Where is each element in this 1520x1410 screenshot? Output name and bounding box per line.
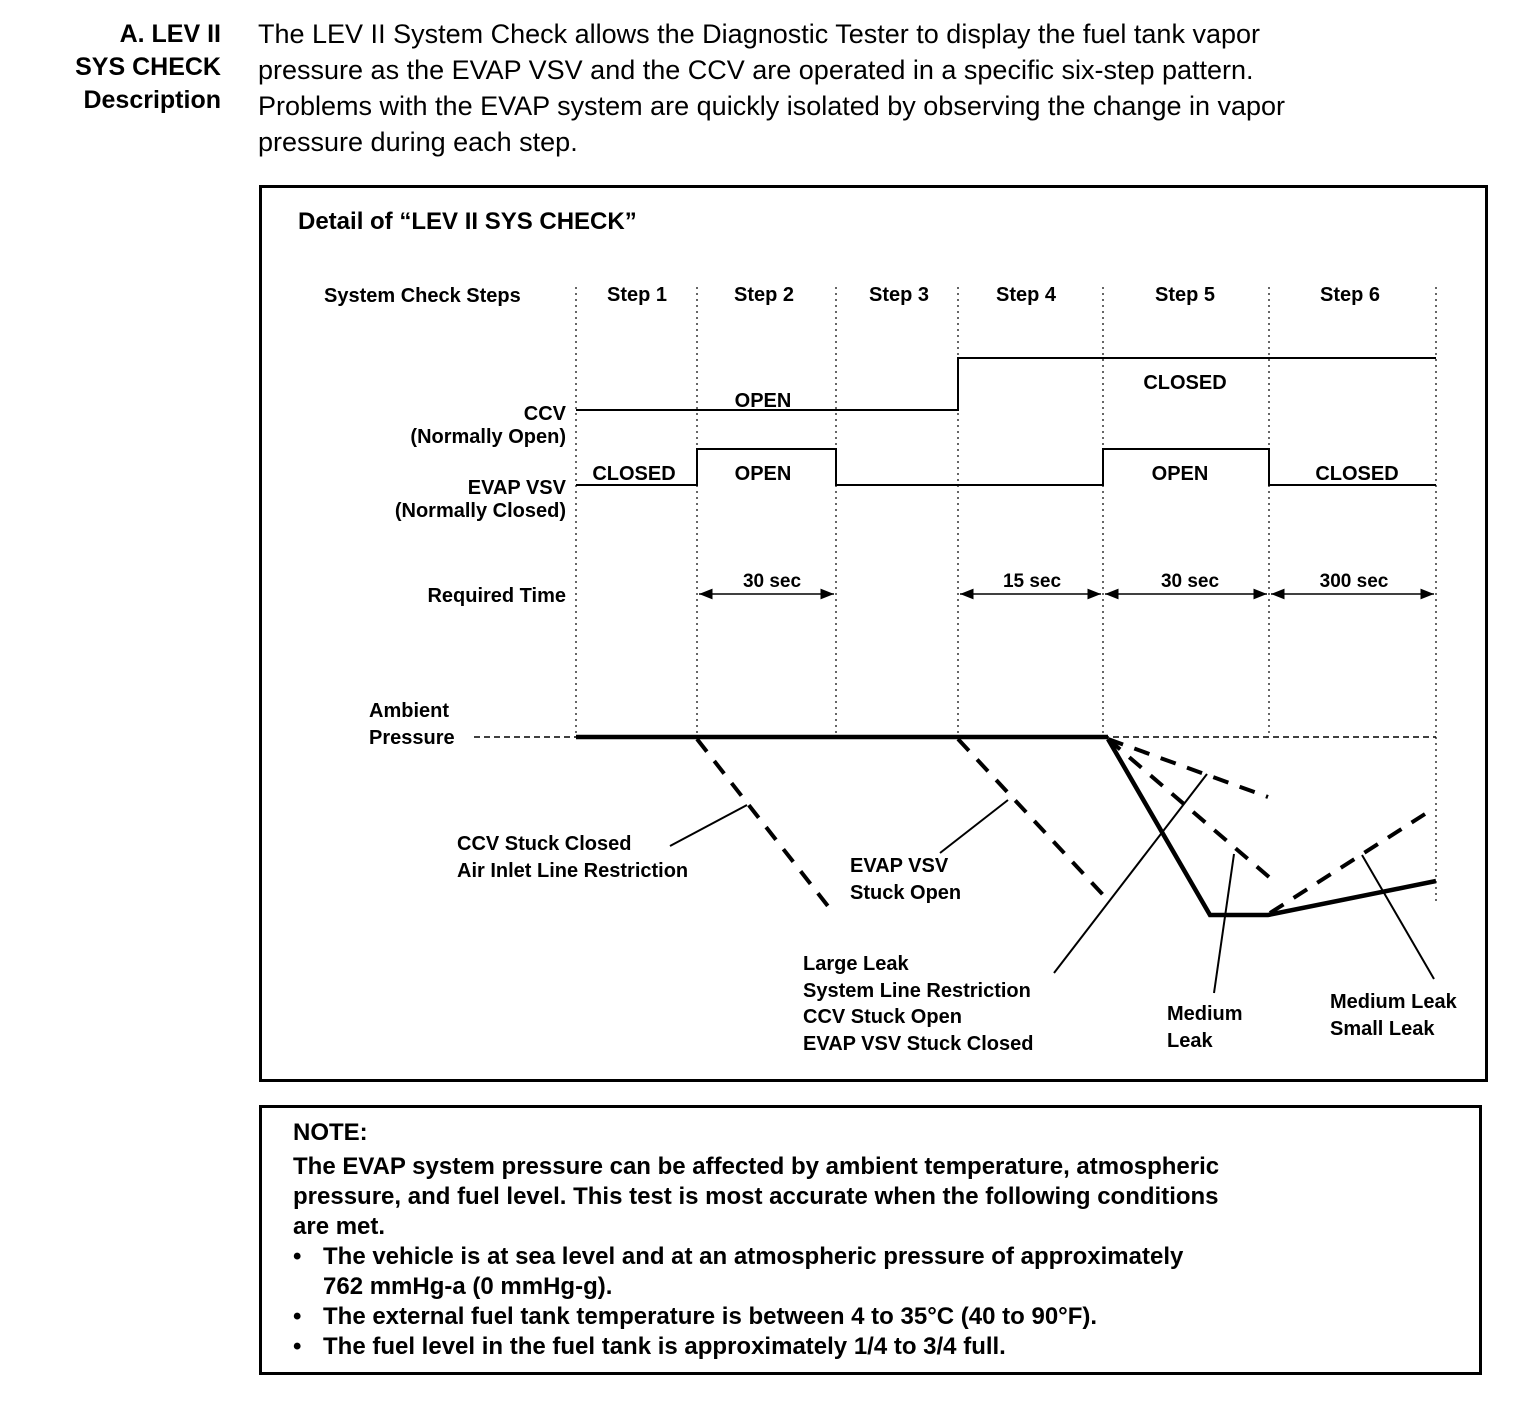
annot-large-leak-4: EVAP VSV Stuck Closed bbox=[803, 1033, 1034, 1055]
note-bullet-line: 762 mmHg-a (0 mmHg-g). bbox=[323, 1273, 613, 1300]
note-paragraph-line: The EVAP system pressure can be affected by ambient temperature, atmospheric bbox=[293, 1153, 1220, 1180]
vsv-waveform bbox=[576, 449, 1436, 485]
annot-evap-stuck-open-2: Stuck Open bbox=[850, 882, 962, 904]
annot-large-leak-1: Large Leak bbox=[803, 953, 909, 975]
note-bullet-line: The vehicle is at sea level and at an atmospheric pressure of approximately bbox=[323, 1243, 1184, 1270]
note-bullet-item bbox=[293, 1242, 1449, 1302]
vsv-step1-text: CLOSED bbox=[592, 463, 676, 485]
leader-evap-stuck-open bbox=[940, 800, 1008, 853]
timing-diagram-canvas bbox=[262, 188, 1485, 1079]
trace-large-leak bbox=[1108, 739, 1436, 915]
vsv-step6-text: CLOSED bbox=[1315, 463, 1399, 485]
vsv-step5-text: OPEN bbox=[1151, 463, 1209, 485]
intro-paragraph bbox=[258, 16, 1498, 160]
annot-medium-leak-2: Leak bbox=[1167, 1030, 1213, 1052]
intro-line: pressure during each step. bbox=[258, 127, 578, 157]
note-box bbox=[259, 1105, 1482, 1375]
ccv-sublabel: (Normally Open) bbox=[410, 426, 566, 448]
annot-medium-small-leak-1: Medium Leak bbox=[1330, 991, 1457, 1013]
leader-medium-leak bbox=[1214, 854, 1234, 993]
annot-large-leak-2: System Line Restriction bbox=[803, 980, 1031, 1002]
trace-step5-medium bbox=[1108, 739, 1269, 877]
time-step5: 30 sec bbox=[1160, 571, 1220, 592]
annot-medium-leak-1: Medium bbox=[1167, 1003, 1243, 1025]
intro-line: Problems with the EVAP system are quickly isolated by observing the change in vapor bbox=[258, 91, 1286, 121]
step-1-label: Step 1 bbox=[606, 284, 668, 306]
ccv-open-text: OPEN bbox=[734, 390, 792, 412]
section-heading bbox=[75, 18, 221, 117]
ccv-label: CCV bbox=[523, 403, 566, 425]
vsv-label: EVAP VSV bbox=[467, 477, 566, 499]
annot-ccv-stuck-2: Air Inlet Line Restriction bbox=[457, 860, 689, 882]
leader-medium-small-leak bbox=[1362, 855, 1434, 979]
step-5-label: Step 5 bbox=[1154, 284, 1216, 306]
bullet-marker: • bbox=[293, 1243, 302, 1270]
section-heading-line: Description bbox=[83, 86, 221, 114]
intro-line: The LEV II System Check allows the Diagnostic Tester to display the fuel tank vapor bbox=[258, 19, 1260, 49]
note-bullet-item bbox=[293, 1302, 1449, 1332]
note-heading: NOTE: bbox=[293, 1119, 368, 1146]
time-step4: 15 sec bbox=[1002, 571, 1062, 592]
leader-ccv-stuck bbox=[670, 805, 747, 846]
vsv-sublabel: (Normally Closed) bbox=[394, 500, 566, 522]
diagram-title: Detail of “LEV II SYS CHECK” bbox=[298, 208, 637, 235]
bullet-marker: • bbox=[293, 1333, 302, 1360]
note-paragraph bbox=[293, 1152, 1449, 1242]
timing-diagram bbox=[259, 185, 1488, 1082]
section-heading-line: SYS CHECK bbox=[75, 53, 221, 81]
step-2-label: Step 2 bbox=[733, 284, 795, 306]
steps-label: System Check Steps bbox=[324, 285, 521, 307]
time-step6: 300 sec bbox=[1319, 571, 1389, 592]
time-step2: 30 sec bbox=[742, 571, 802, 592]
trace-ccv-stuck-closed bbox=[697, 739, 831, 910]
step-3-label: Step 3 bbox=[868, 284, 930, 306]
intro-line: pressure as the EVAP VSV and the CCV are operated in a specific six-step pattern. bbox=[258, 55, 1254, 85]
note-paragraph-line: pressure, and fuel level. This test is most accurate when the following conditions bbox=[293, 1183, 1219, 1210]
trace-step5-upper bbox=[1108, 739, 1268, 797]
ambient-label-line2: Pressure bbox=[369, 727, 455, 749]
required-time-label: Required Time bbox=[427, 585, 566, 607]
annot-medium-small-leak-2: Small Leak bbox=[1330, 1018, 1435, 1040]
note-bullet-line: The external fuel tank temperature is between 4 to 35°C (40 to 90°F). bbox=[323, 1303, 1098, 1330]
annot-ccv-stuck-1: CCV Stuck Closed bbox=[457, 833, 632, 855]
note-bullet-item bbox=[293, 1332, 1449, 1362]
ambient-label-line1: Ambient bbox=[369, 700, 449, 722]
note-bullet-line: The fuel level in the fuel tank is approximately 1/4 to 3/4 full. bbox=[323, 1333, 1006, 1360]
step-4-label: Step 4 bbox=[995, 284, 1057, 306]
bullet-marker: • bbox=[293, 1303, 302, 1330]
section-heading-line: A. LEV II bbox=[119, 20, 221, 48]
trace-evap-vsv-stuck-open bbox=[958, 739, 1106, 898]
annot-evap-stuck-open-1: EVAP VSV bbox=[850, 855, 949, 877]
vsv-step2-text: OPEN bbox=[734, 463, 792, 485]
step-6-label: Step 6 bbox=[1319, 284, 1381, 306]
ccv-waveform bbox=[576, 358, 1436, 410]
note-bullet-list bbox=[293, 1242, 1449, 1362]
annot-large-leak-3: CCV Stuck Open bbox=[803, 1006, 962, 1028]
ccv-closed-text: CLOSED bbox=[1143, 372, 1227, 394]
note-paragraph-line: are met. bbox=[293, 1213, 386, 1240]
